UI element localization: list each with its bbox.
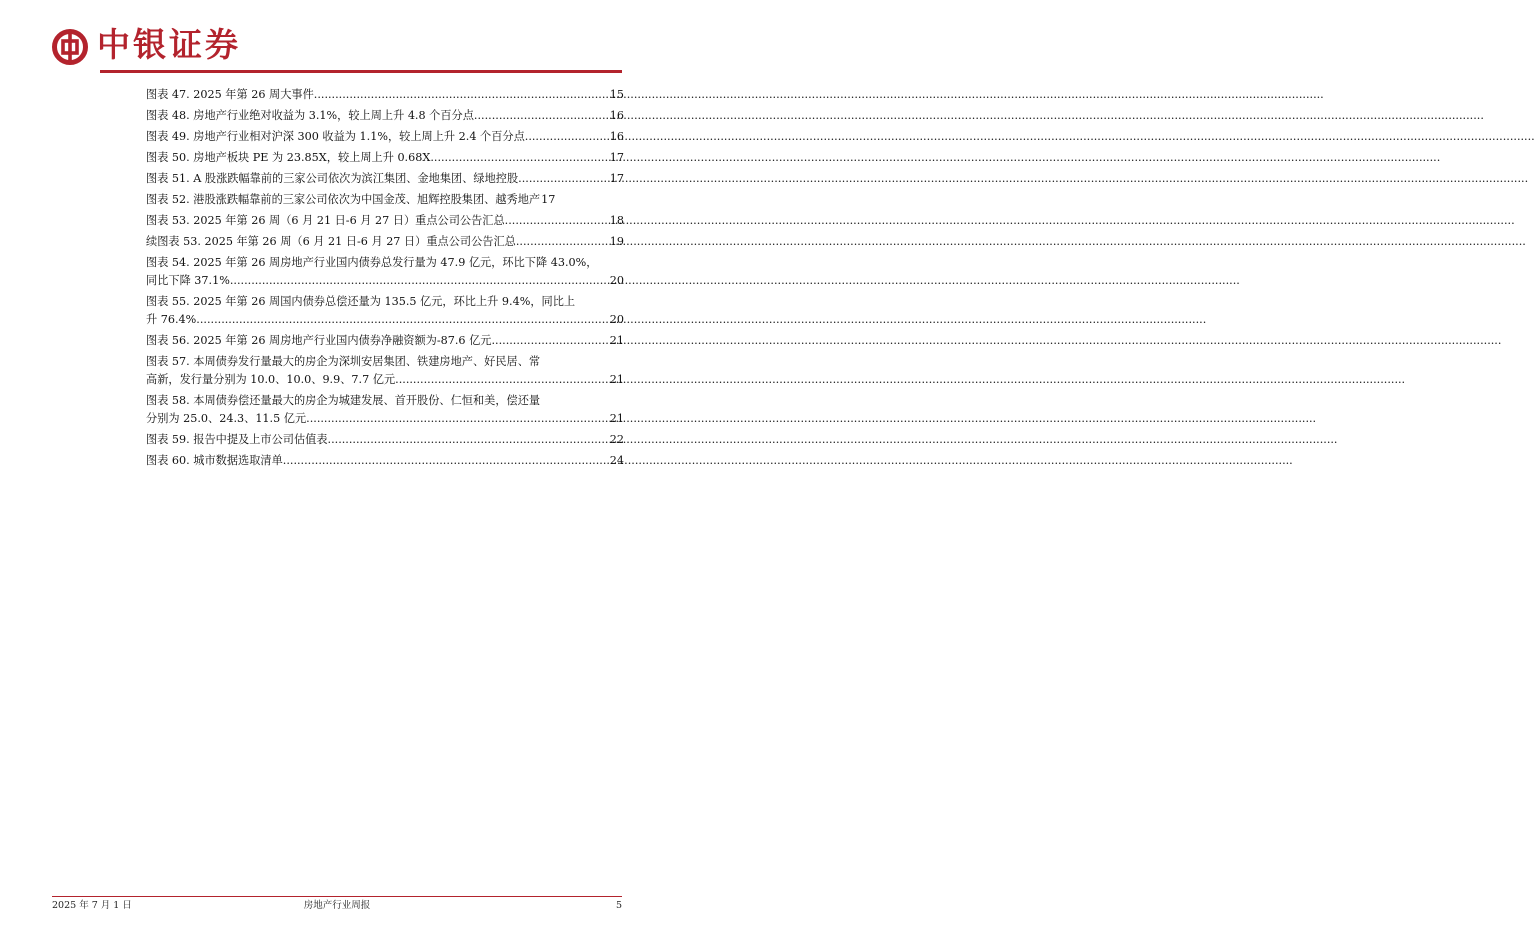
- toc-page-number: 15: [609, 88, 624, 101]
- toc-leader-dots: [196, 311, 608, 329]
- toc-leader-dots: [230, 272, 609, 290]
- toc-entry[interactable]: [146, 191, 624, 212]
- footer-report-title: 房地产行业周报: [303, 900, 371, 911]
- toc-entry[interactable]: [146, 149, 624, 170]
- toc-page-number: 17: [609, 172, 624, 185]
- bank-of-china-logo-icon: [52, 29, 88, 65]
- header-divider: [100, 70, 622, 73]
- toc-page-number: 21: [609, 412, 624, 425]
- brand-name: 中银证券: [97, 25, 241, 64]
- footer-divider: [52, 896, 622, 897]
- toc-leader-dots: [518, 170, 609, 188]
- table-of-figures: [146, 86, 624, 473]
- toc-entry[interactable]: [146, 128, 624, 149]
- toc-page-number: 16: [609, 109, 624, 122]
- toc-entry[interactable]: [146, 212, 624, 233]
- toc-entry[interactable]: [146, 170, 624, 191]
- toc-leader-dots: [306, 410, 609, 428]
- toc-leader-dots: [314, 86, 609, 104]
- toc-entry-title-line1: 图表 57. 本周债券发行量最大的房企为深圳安居集团、铁建房地产、好民居、常: [146, 355, 541, 368]
- toc-page-number: 22: [609, 433, 624, 446]
- toc-leader-dots: [525, 128, 609, 146]
- footer-date: 2025 年 7 月 1 日: [52, 900, 132, 911]
- toc-page-number: 20: [609, 313, 624, 326]
- toc-entry-title-line1: 图表 54. 2025 年第 26 周房地产行业国内债券总发行量为 47.9 亿元，环比下降 43.0%，: [146, 256, 598, 269]
- toc-entry-title: 图表 56. 2025 年第 26 周房地产行业国内债券净融资额为-87.6 亿元: [146, 334, 492, 347]
- footer-page-number: 5: [615, 900, 622, 911]
- toc-entry-title: 图表 60. 城市数据选取清单: [146, 454, 283, 467]
- toc-page-number: 18: [609, 214, 624, 227]
- toc-page-number: 21: [609, 334, 624, 347]
- toc-entry-title-line2: 分别为 25.0、24.3、11.5 亿元: [146, 412, 307, 425]
- toc-leader-dots: [505, 212, 609, 230]
- toc-page-number: 24: [609, 454, 624, 467]
- toc-entry-title: 图表 53. 2025 年第 26 周（6 月 21 日-6 月 27 日）重点公司公告汇总: [146, 214, 505, 227]
- toc-entry[interactable]: [146, 332, 624, 353]
- toc-entry-title: 续图表 53. 2025 年第 26 周（6 月 21 日-6 月 27 日）重点公司公告汇总: [146, 235, 516, 248]
- toc-entry-title: 图表 49. 房地产行业相对沪深 300 收益为 1.1%，较上周上升 2.4 个百分点: [146, 130, 525, 143]
- toc-leader-dots: [516, 233, 609, 251]
- toc-entry-title: 图表 59. 报告中提及上市公司估值表: [146, 433, 328, 446]
- toc-entry[interactable]: [146, 452, 624, 473]
- toc-entry[interactable]: [146, 431, 624, 452]
- toc-leader-dots: [491, 332, 608, 350]
- toc-leader-dots: [430, 149, 608, 167]
- toc-entry-title-line2: 同比下降 37.1%: [146, 274, 230, 287]
- toc-page-number: 17: [541, 193, 556, 206]
- toc-entry-title-line1: 图表 58. 本周债券偿还量最大的房企为城建发展、首开股份、仁恒和美，偿还量: [146, 394, 541, 407]
- toc-page-number: 21: [609, 373, 624, 386]
- toc-leader-dots: [328, 431, 609, 449]
- toc-page-number: 16: [609, 130, 624, 143]
- toc-page-number: 17: [609, 151, 624, 164]
- toc-entry-title-line1: 图表 55. 2025 年第 26 周国内债券总偿还量为 135.5 亿元，环比上升 9.4%，同比上: [146, 295, 576, 308]
- toc-entry[interactable]: [146, 107, 624, 128]
- toc-leader-dots: [474, 107, 609, 125]
- page-header: [0, 0, 662, 80]
- toc-entry-title-line2: 高新，发行量分别为 10.0、10.0、9.9、7.7 亿元: [146, 373, 396, 386]
- toc-page-number: 19: [609, 235, 624, 248]
- toc-entry-title: 图表 47. 2025 年第 26 周大事件: [146, 88, 314, 101]
- toc-entry[interactable]: [146, 254, 624, 293]
- toc-entry-title: 图表 48. 房地产行业绝对收益为 3.1%，较上周上升 4.8 个百分点: [146, 109, 474, 122]
- toc-entry[interactable]: [146, 293, 624, 332]
- toc-leader-dots: [395, 371, 609, 389]
- toc-leader-dots: [283, 452, 609, 470]
- toc-entry[interactable]: [146, 233, 624, 254]
- toc-entry[interactable]: [146, 353, 624, 392]
- toc-entry-title: 图表 52. 港股涨跌幅靠前的三家公司依次为中国金茂、旭辉控股集团、越秀地产: [146, 193, 541, 206]
- toc-entry-title: 图表 50. 房地产板块 PE 为 23.85X，较上周上升 0.68X: [146, 151, 431, 164]
- toc-entry[interactable]: [146, 392, 624, 431]
- toc-page-number: 20: [609, 274, 624, 287]
- toc-entry-title-line2: 升 76.4%: [146, 313, 197, 326]
- toc-entry[interactable]: [146, 86, 624, 107]
- toc-entry-title: 图表 51. A 股涨跌幅靠前的三家公司依次为滨江集团、金地集团、绿地控股: [146, 172, 519, 185]
